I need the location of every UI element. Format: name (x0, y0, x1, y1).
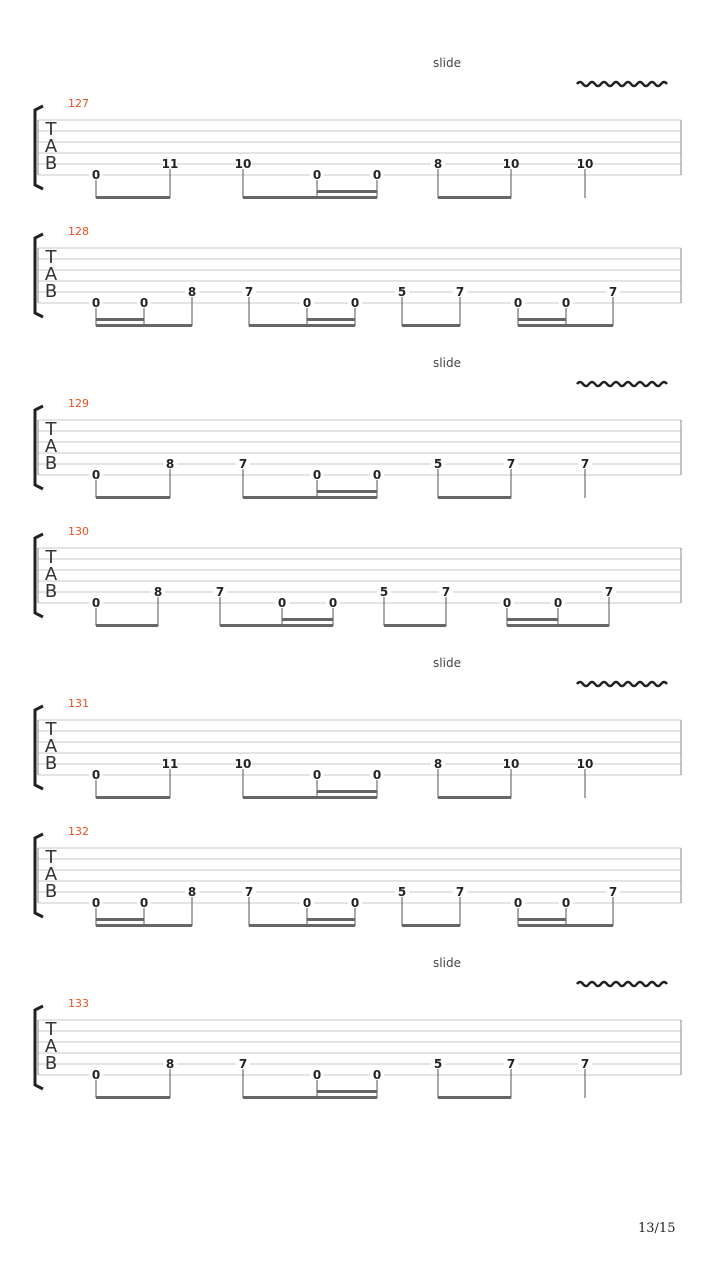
fret-number: 7 (244, 885, 254, 899)
tab-clef-letter: A (44, 864, 58, 885)
fret-number: 10 (502, 157, 520, 171)
fret-number: 0 (312, 768, 322, 782)
tab-clef-letter: B (44, 281, 58, 302)
fret-number: 7 (608, 885, 618, 899)
fret-number: 5 (397, 285, 407, 299)
beam (317, 190, 377, 193)
tab-system (35, 825, 681, 927)
fret-number: 0 (302, 896, 312, 910)
fret-number: 0 (502, 596, 512, 610)
fret-number: 10 (576, 157, 594, 171)
beam (384, 624, 446, 627)
slide-label: slide (433, 956, 461, 970)
fret-number: 0 (328, 596, 338, 610)
beam (96, 624, 158, 627)
beam (438, 1096, 511, 1099)
tab-system (35, 356, 681, 499)
beam (96, 196, 170, 199)
fret-number: 7 (441, 585, 451, 599)
beam (243, 1096, 377, 1099)
tab-system (35, 225, 681, 327)
system-bracket (35, 234, 43, 317)
beam (307, 918, 355, 921)
fret-number: 0 (139, 296, 149, 310)
bar-number: 129 (68, 397, 89, 410)
fret-number: 0 (513, 296, 523, 310)
beam (307, 318, 355, 321)
tab-clef-letter: B (44, 453, 58, 474)
beam (438, 196, 511, 199)
beam (317, 1090, 377, 1093)
fret-number: 0 (350, 296, 360, 310)
fret-number: 0 (91, 468, 101, 482)
beam (243, 796, 377, 799)
fret-number: 11 (161, 157, 179, 171)
fret-number: 8 (165, 457, 175, 471)
beam (96, 324, 192, 327)
tab-system (35, 525, 681, 627)
beam (518, 324, 613, 327)
tab-clef-letter: T (45, 419, 57, 440)
fret-number: 5 (433, 1057, 443, 1071)
beam (249, 324, 355, 327)
vibrato-mark (577, 82, 667, 86)
beam (96, 918, 144, 921)
vibrato-mark (577, 982, 667, 986)
beam (402, 324, 460, 327)
fret-number: 0 (372, 768, 382, 782)
tab-clef-letter: T (45, 547, 57, 568)
fret-number: 7 (604, 585, 614, 599)
vibrato-mark (577, 682, 667, 686)
bar-number: 131 (68, 697, 89, 710)
fret-number: 10 (502, 757, 520, 771)
tab-clef-letter: T (45, 119, 57, 140)
beam (96, 318, 144, 321)
beam (96, 796, 170, 799)
bar-number: 128 (68, 225, 89, 238)
tab-clef-letter: B (44, 581, 58, 602)
fret-number: 0 (372, 1068, 382, 1082)
beam (507, 624, 609, 627)
tab-clef-letter: T (45, 847, 57, 868)
slide-label: slide (433, 656, 461, 670)
beam (249, 924, 355, 927)
fret-number: 8 (153, 585, 163, 599)
fret-number: 0 (91, 768, 101, 782)
fret-number: 0 (561, 296, 571, 310)
beam (507, 618, 558, 621)
fret-number: 0 (312, 168, 322, 182)
fret-number: 8 (165, 1057, 175, 1071)
fret-number: 8 (433, 757, 443, 771)
tab-clef-letter: B (44, 881, 58, 902)
tab-clef-letter: T (45, 1019, 57, 1040)
fret-number: 0 (561, 896, 571, 910)
fret-number: 0 (139, 896, 149, 910)
tab-clef-letter: B (44, 153, 58, 174)
beam (96, 496, 170, 499)
fret-number: 8 (187, 885, 197, 899)
slide-label: slide (433, 356, 461, 370)
fret-number: 0 (91, 296, 101, 310)
tab-clef-letter: T (45, 247, 57, 268)
tab-clef-letter: A (44, 136, 58, 157)
tab-system (35, 956, 681, 1099)
beam (96, 1096, 170, 1099)
fret-number: 0 (350, 896, 360, 910)
fret-number: 0 (91, 1068, 101, 1082)
fret-number: 7 (506, 457, 516, 471)
bar-number: 133 (68, 997, 89, 1010)
fret-number: 0 (372, 168, 382, 182)
bar-number: 130 (68, 525, 89, 538)
tab-clef-letter: A (44, 1036, 58, 1057)
fret-number: 10 (234, 757, 252, 771)
fret-number: 0 (513, 896, 523, 910)
fret-number: 7 (506, 1057, 516, 1071)
beam (518, 918, 566, 921)
fret-number: 0 (91, 596, 101, 610)
fret-number: 7 (608, 285, 618, 299)
page-number: 13/15 (638, 1221, 676, 1236)
beam (438, 496, 511, 499)
fret-number: 7 (238, 457, 248, 471)
fret-number: 7 (215, 585, 225, 599)
fret-number: 5 (433, 457, 443, 471)
beam (438, 796, 511, 799)
beam (96, 924, 192, 927)
beam (402, 924, 460, 927)
system-bracket (35, 106, 43, 189)
fret-number: 0 (312, 468, 322, 482)
beam (243, 196, 377, 199)
fret-number: 7 (580, 1057, 590, 1071)
beam (220, 624, 333, 627)
tab-clef-letter: B (44, 1053, 58, 1074)
fret-number: 0 (312, 1068, 322, 1082)
beam (317, 790, 377, 793)
fret-number: 7 (238, 1057, 248, 1071)
fret-number: 0 (553, 596, 563, 610)
system-bracket (35, 834, 43, 917)
fret-number: 7 (580, 457, 590, 471)
beam (282, 618, 333, 621)
beam (243, 496, 377, 499)
fret-number: 7 (455, 285, 465, 299)
fret-number: 10 (576, 757, 594, 771)
tab-system (35, 56, 681, 199)
fret-number: 8 (433, 157, 443, 171)
beam (518, 318, 566, 321)
bar-number: 132 (68, 825, 89, 838)
fret-number: 7 (455, 885, 465, 899)
system-bracket (35, 1006, 43, 1089)
fret-number: 0 (372, 468, 382, 482)
fret-number: 7 (244, 285, 254, 299)
fret-number: 10 (234, 157, 252, 171)
fret-number: 0 (91, 896, 101, 910)
fret-number: 5 (397, 885, 407, 899)
fret-number: 5 (379, 585, 389, 599)
system-bracket (35, 406, 43, 489)
bar-number: 127 (68, 97, 89, 110)
tab-system (35, 656, 681, 799)
vibrato-mark (577, 382, 667, 386)
beam (518, 924, 613, 927)
slide-label: slide (433, 56, 461, 70)
fret-number: 0 (277, 596, 287, 610)
tab-clef-letter: A (44, 736, 58, 757)
beam (317, 490, 377, 493)
fret-number: 11 (161, 757, 179, 771)
fret-number: 8 (187, 285, 197, 299)
tab-clef-letter: T (45, 719, 57, 740)
tab-clef-letter: A (44, 436, 58, 457)
system-bracket (35, 534, 43, 617)
fret-number: 0 (302, 296, 312, 310)
tab-clef-letter: A (44, 264, 58, 285)
tab-clef-letter: A (44, 564, 58, 585)
fret-number: 0 (91, 168, 101, 182)
system-bracket (35, 706, 43, 789)
tab-clef-letter: B (44, 753, 58, 774)
